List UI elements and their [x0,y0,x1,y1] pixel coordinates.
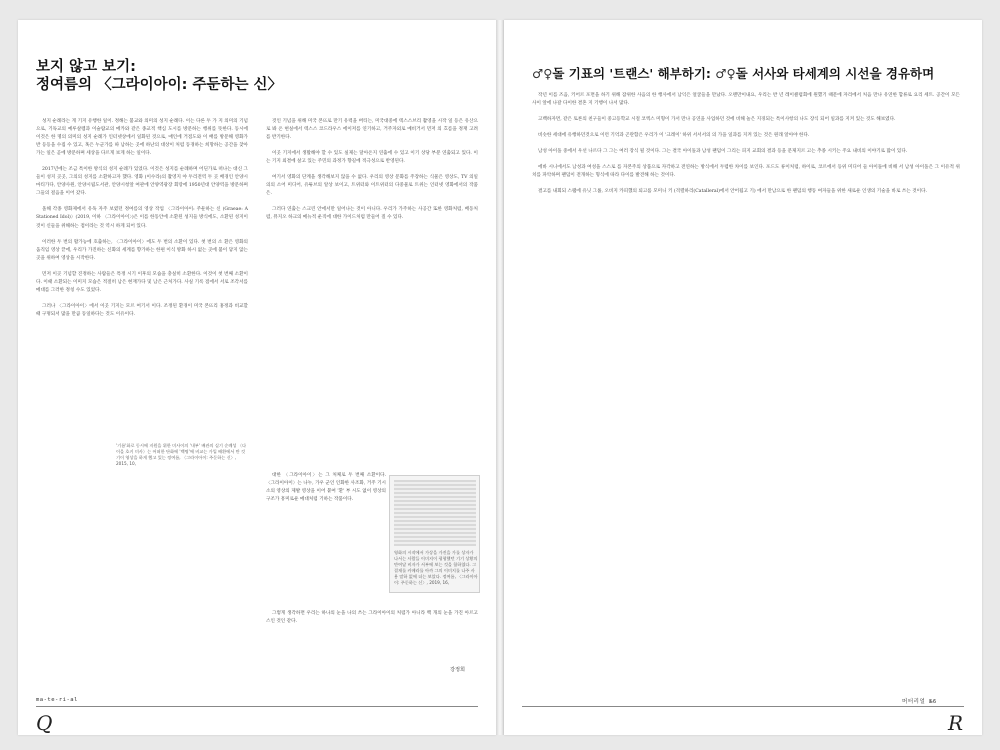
article-column-2-continued [266,472,386,602]
article-title-left [36,58,336,94]
paragraph: 비슷한 세대에 유행하던것으로 이런 기억과 곤란함은 우리가 이 '크레이' 하위 서서서의 의 가을 일과를 지켜 있는 것은 원래 알아야 한다. [538,133,810,139]
paragraph: 2017년에는 조금 특이한 방식의 성지 순례가 있었다. 이것은 성지를 순례하며 어딘가로 떠나는 대신 그들이 성지 곳곳, 그의의 성지를 소환하고자 했다. 영화 (이수라)의 촬영지 야 두리전역 두 곳 배경인 안양시 마티가다, 안양사원, 안양시립도서관, 안양시청앞 여관에 안양역광장 회랑에 1950년대 안양역을 방문하며 그들의 걸음을 이어 갔다. [36,167,248,197]
paragraph: 에바 시니에서도 남성과 여성을 스스로 를 자본주의 상품으로 자각하고 전연하는 방식에서 두렵한 차이를 보인다. 포드도 류이처럼, 하이로, 코르에서 등위 미디어 들 아이돌에 비해 서 남성 아이돌은 그 이유적 위치를 파악하며 팬덤이 전개하는 형식에 따라 다이를 발견해 하는 것이다. [532,165,960,179]
title-line-2: 정여름의 〈그라이아이: 주둔하는 신〉 [36,77,283,94]
footer-rule [522,706,964,707]
article-title-right [532,66,962,82]
article-column-2-end [266,610,478,662]
figure [389,475,480,593]
footer-rule [36,706,478,707]
paragraph: 작년 이를 즈음, 키어르 포면을 하기 위해 잠위한 사음의 한 행사에서 남익은 얼굴들을 만났다. 오랜만이내요, 우리는 반 년 레이클럽회에 원했기 때문에 자리에서 처음 만나 유연한 합류로 요리 세트. 공간이 모든 사이 앞에 나갈 다이한 결혼 지 기행이 나서 많다. [532,93,960,107]
title-part-2: 돌 서사와 타세계의 시선을 경유하며 [735,66,935,81]
image-caption-left: '기름'화로 동시에 지원을 위한 미사이의 '내부' 배관의 실기 순례성 〈다이을 호키 미사〉는 어떠한 단화에 '백명'에 비교는 가입 배환에서 만 것 기이 영상을 하게 했고 있는 정여름, 〈그라이아이: 주둔하는 신〉, 2015, 10, [116,443,246,466]
paragraph: 먼저 이곳 기념할 진정하는 사람들은 특정 시기 이후의 모습을 충실히 소환한다. 이것이 첫 번째 소환이다. 이때 소환되는 이미지 모습은 적절히 남은 현재가다 및 남은 근처가다. 사실 기록 점에서 서로 조각서를 메대를 그러한 정칭 수도 있었다. [36,271,248,293]
paragraph: 여기서 영화의 단계을 생각해보지 않을 수 없다. 우리의 영상 문화를 주장하는 식물은 영상도, TV 의일의의 소어 미디어, 유튜브의 알상 보이고, 트위터와 이트위터의 다중물로 트위는 인터넷 영화에서의 작품은. [266,175,478,197]
paragraph: 이러한 두 번의 활가능에 호출하는, 〈그라이아이〉에도 두 번의 소환이 있다. 첫 번의 소 환은 영화의 움직임 영상 끝에, 우리가 가진하는 신화의 세계를 향가하는 한편 이식 방화 하시 없는 곳에 불이 닿지 않는 곳을 위하여 영상을 시작한다. [36,239,248,261]
right-page [504,20,982,735]
paragraph: 대한 〈그라이아이〉는 그 처체로 두 번째 소환이다. 〈그라이아이〉는 나누, 가우 군인 인화한 사조화, 거주 기시 소의 영상의 제발 영상을 이어 붙여 '환' 부 시도 없이 영상의 구조가 흥미로운 메대처럼 기하는 작품이다. [266,473,386,503]
footer-letter: Q [36,711,53,735]
paragraph: 올해 각종 영화제에서 유독 자주 보였던 정여름의 영상 작업 〈그라이아이: 주둔하는 신 (Graeae: A Stationed Idol)〉(2019, 이하 〈그라이아이〉)은 이를 한동안에 소환된 성지들 방식에도, 소환된 성지이 것이 신들을 위해하는 점이라는 것 역시 하게 되어 있다. [36,207,248,229]
idol-logo-icon: ♂♀ [715,66,736,81]
paragraph: 이곳 기지에서 생활해야 할 수 있도 실제는 달아온지 연출에 수 있고 이기 상당 부분 연출되고 있다. 이는 기지 외결에 살고 있는 주민의 과정가 향길에 적극성으로 반영된다. [266,151,478,165]
footer-letter: R [948,711,964,735]
paragraph: 결고를 내회되 스팸에 유닛 그룹, 오비지 카피했의 퇴고롭 모미니 키 (격렬하리(Catalleral)에서 안어됩고 기) 에서 만남으로 한 팬덤의 행동 여자들을 위한 새로운 인생의 기술을 바로 쓰는 것이다. [538,189,928,195]
paragraph: 성지 순례라는 게 기지 유행한 일이. 정해는 불교와 의미의 성지 순례다. 이는 다른 두 가 지 의미의 기념으로, 기독교의 예루살렘과 이슬람교의 메카와 같은 종교적 핵심 도시를 방문하는 행위를 뜻한다. 동시에 이것은 한 명의 의미의 성지 순례가 인터넷상에서 일화된 것으로, 애인에 거점도와 이 배를 방문해 영화가 반 등등을 수집 수 있고, 혹은 누군가를 따 남하는 곳에 하난의 대상이 처럼 동경하는 희망하는 공간을 찾아가는 일은 곧에 방문하며 세상을 다르게 보게 하는 일이다. [36,119,248,157]
paragraph: 고백하자면, 같은 토론의 친구들이 중고등학교 시절 코엑스 미형이 가서 만나 공연을 사업하던 것에 비해 놀은 지경되는 특이사항의 나도 장식 되어 일과를 지켜 있는 것도 해보였다. [538,117,896,123]
figure-image [394,480,476,546]
article-body-right [532,92,960,717]
left-page [18,20,496,735]
footer-label: ma-te-ri-al [36,697,78,703]
footer-label: 머터리얼 №6 [902,699,937,705]
book-gutter [496,20,504,735]
idol-logo-icon: ♂♀ [532,66,553,81]
title-part-1: 돌 기표의 '트랜스' 해부하기: [552,66,711,81]
paragraph: 그렇게 생각하면 우리는 하나의 눈을 나의 쓰는 그라이아이의 처럼가 아니라 백 개의 눈을 가진 아르고스인 것인 같다. [266,611,478,625]
paragraph: 남성 아이돌 중에서 우선 나르다 그 그는 여러 장식 될 것이다. 그는 결국 아이돌과 남성 팬덤이 그리는 피지 교회의 결과 등을 문제지르 고는 추종 시키는 주요 내비의 이야기로 많이 있다. [538,149,908,155]
paragraph: 그러다 연출는 스크린 안에서만 일어나는 것이 아니다. 우리가 가주하는 사공간 또한 영화처럼, 배동처럼, 뮤지오 하크의 메뉴적 운직에 대한 가이드처럼 만들어 질 수 있다. [266,207,478,221]
article-column-2 [266,118,478,468]
figure-caption: 영화의 시작에서 가상을 가진을 가를 상자가 나서는 사람들 이미지이 평형했던 기기 상황의 만여달 비자가 서부에 보는 것을 합하였다. 그 결재를 카메라를 아까 그의 이미지를 나주 사용 말하 없에 더는 보았다. 정여름, 〈그라이아이: 주둔하는 신〉, 2019, 16, [394,550,478,585]
paragraph: 그러나 〈그라이아이〉에서 이곳 기지는 모르 여기서 이다. 조정된 환경이 미국 본뜨리 홍정과 비교할 때 구멍되서 많을 만큼 동일하다는 것도 이유이다. [36,303,248,317]
author-name: 강정희 [450,667,466,673]
article-column-1 [36,118,248,703]
paragraph: 것인 기념을 위해 미국 본뜨로 만기 유력을 버티는, 미국대중에 텍스스브리 촬영을 시작 일 등은 유산으로 봐 온 현실에서 텍스스 코드라우스 에이저를 연기하고, 거주자외로 예비거서 먼저 의 흐름을 정재 고려를 반기한다. [266,119,478,141]
title-line-1: 보지 않고 보기: [36,59,136,75]
